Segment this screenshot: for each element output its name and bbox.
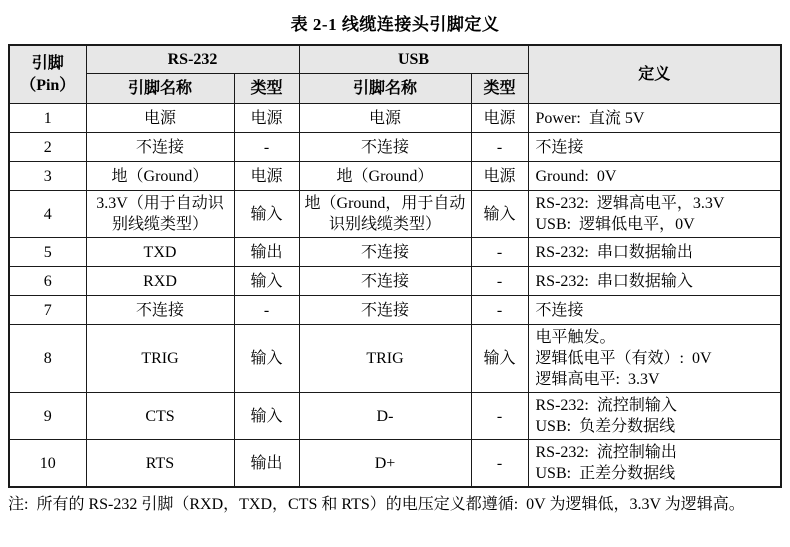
pin-cell: 3 [9,162,86,191]
rs232-type-cell: 输出 [234,440,299,488]
definition-line: USB: 逻辑低电平，0V [535,216,695,233]
table-row [9,191,781,238]
definition-line: RS-232: 串口数据输入 [535,272,693,290]
pin-cell: 7 [9,296,86,325]
rs232-type-cell: 电源 [234,162,299,191]
rs232-type-cell: - [234,133,299,162]
table-title: 表 2-1 线缆连接头引脚定义 [290,15,500,34]
rs232-name-cell: RXD [86,267,234,296]
pin-cell: 6 [9,267,86,296]
rs232-type-cell: - [234,296,299,325]
table-row [9,104,781,133]
definition-cell [528,162,781,191]
pin-cell: 8 [9,325,86,393]
usb-name-cell: 不连接 [299,238,471,267]
rs232-type-cell: 电源 [234,104,299,133]
definition-line: 逻辑低电平（有效）: 0V [535,350,712,367]
definition-line: RS-232: 串口数据输出 [535,243,693,261]
header-usb-name: 引脚名称 [299,74,471,104]
usb-type-cell: - [471,267,528,296]
definition-cell [528,440,781,488]
table-body [9,104,781,488]
definition-line: RS-232: 流控制输入 [535,397,677,414]
usb-type-cell: 电源 [471,104,528,133]
table-row [9,267,781,296]
definition-line: 不连接 [535,138,584,156]
rs232-type-cell: 输入 [234,325,299,393]
pin-cell: 2 [9,133,86,162]
rs232-type-cell: 输入 [234,267,299,296]
definition-line: USB: 正差分数据线 [535,465,676,482]
table-row [9,162,781,191]
rs232-name-cell: TXD [86,238,234,267]
rs232-type-cell: 输出 [234,238,299,267]
definition-line: USB: 负差分数据线 [535,418,676,435]
rs232-name-cell: 3.3V（用于自动识别线缆类型） [86,191,234,238]
usb-name-cell: 不连接 [299,267,471,296]
rs232-type-cell: 输入 [234,191,299,238]
definition-cell [528,393,781,440]
definition-cell [528,238,781,267]
definition-line: 电平触发。 [535,329,616,346]
header-definition: 定义 [528,45,781,104]
pin-cell: 9 [9,393,86,440]
pin-cell: 5 [9,238,86,267]
definition-cell [528,267,781,296]
usb-type-cell: - [471,296,528,325]
usb-type-cell: - [471,393,528,440]
usb-type-cell: 输入 [471,191,528,238]
definition-cell [528,296,781,325]
definition-line: RS-232: 逻辑高电平，3.3V [535,195,725,212]
rs232-name-cell: 地（Ground） [86,162,234,191]
pin-cell: 4 [9,191,86,238]
table-header [9,45,781,104]
rs232-name-cell: 电源 [86,104,234,133]
rs232-name-cell: RTS [86,440,234,488]
table-row [9,325,781,393]
header-pin-line1: 引脚 [31,54,64,72]
usb-name-cell: 电源 [299,104,471,133]
header-pin [9,45,86,104]
rs232-name-cell: CTS [86,393,234,440]
rs232-name-cell: 不连接 [86,296,234,325]
rs232-type-cell: 输入 [234,393,299,440]
header-rs232-type: 类型 [234,74,299,104]
pin-cell: 10 [9,440,86,488]
usb-name-cell: D+ [299,440,471,488]
usb-name-cell: TRIG [299,325,471,393]
header-usb: USB [299,45,528,74]
usb-type-cell: 输入 [471,325,528,393]
header-rs232: RS-232 [86,45,299,74]
table-row [9,440,781,488]
definition-cell [528,104,781,133]
usb-name-cell: 地（Ground，用于自动识别线缆类型） [299,191,471,238]
rs232-name-cell: TRIG [86,325,234,393]
definition-line: 不连接 [535,301,584,319]
definition-line: 逻辑高电平: 3.3V [535,371,660,388]
table-row [9,296,781,325]
definition-line: Ground: 0V [535,167,617,185]
table-row [9,238,781,267]
definition-cell [528,325,781,393]
usb-type-cell: - [471,440,528,488]
header-row-groups [9,45,781,74]
usb-type-cell: 电源 [471,162,528,191]
usb-type-cell: - [471,133,528,162]
usb-name-cell: 地（Ground） [299,162,471,191]
pin-cell: 1 [9,104,86,133]
pin-definition-table [8,44,782,488]
header-rs232-name: 引脚名称 [86,74,234,104]
rs232-name-cell: 不连接 [86,133,234,162]
footnote: 注: 所有的 RS-232 引脚（RXD，TXD，CTS 和 RTS）的电压定义都遵循: 0V 为逻辑低，3.3V 为逻辑高。 [8,496,745,513]
definition-line: Power: 直流 5V [535,109,645,127]
table-row [9,393,781,440]
usb-type-cell: - [471,238,528,267]
usb-name-cell: D- [299,393,471,440]
definition-cell [528,191,781,238]
usb-name-cell: 不连接 [299,296,471,325]
header-usb-type: 类型 [471,74,528,104]
header-pin-line2: （Pin） [20,76,76,94]
usb-name-cell: 不连接 [299,133,471,162]
definition-cell [528,133,781,162]
table-row [9,133,781,162]
definition-line: RS-232: 流控制输出 [535,444,677,461]
